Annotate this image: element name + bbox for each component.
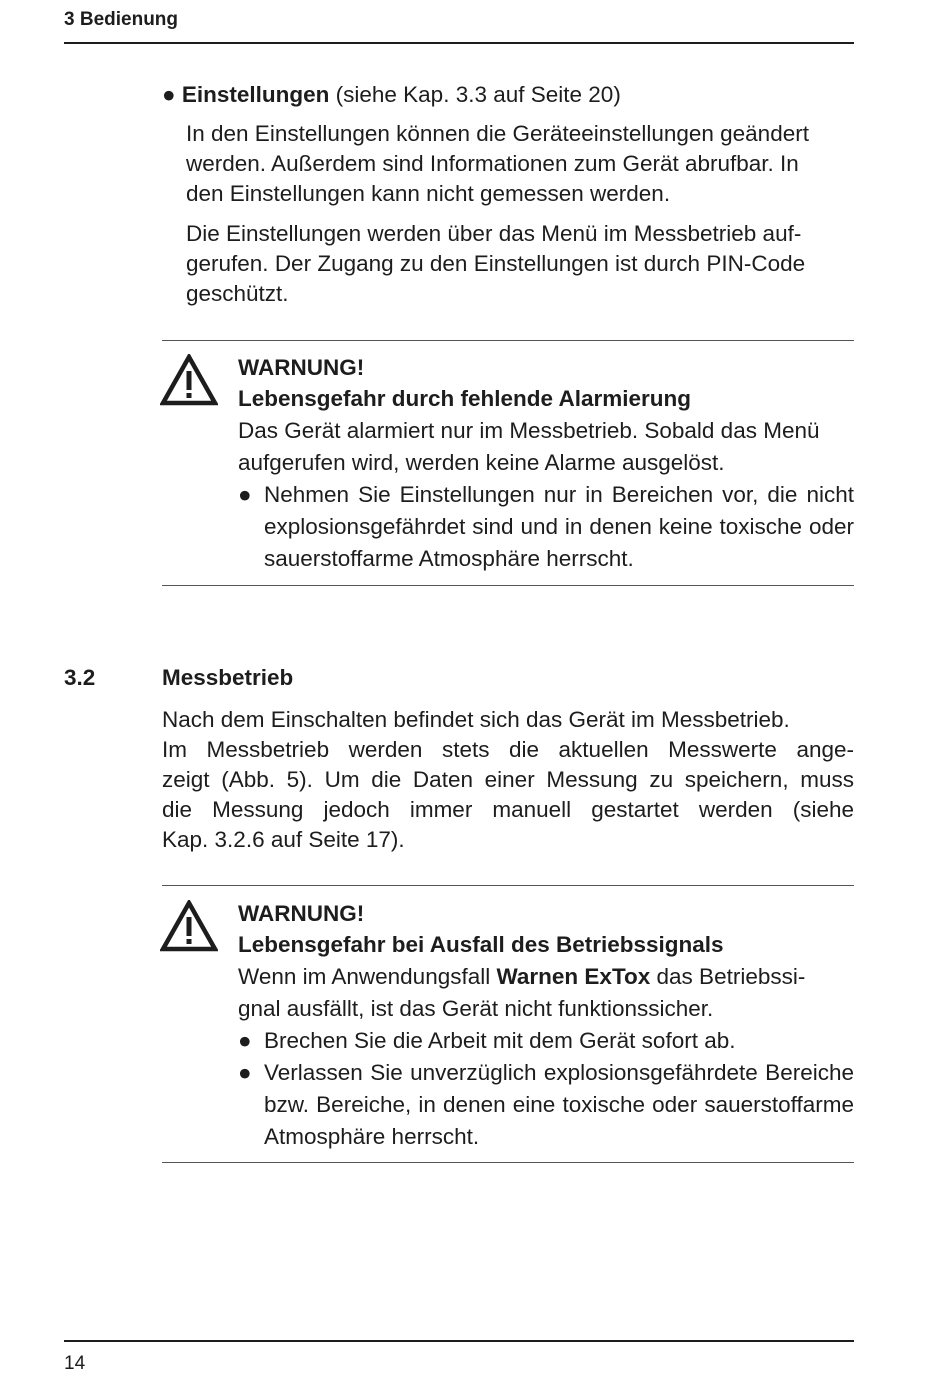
settings-paragraph-1: [186, 119, 856, 209]
text-line: Im Messbetrieb werden stets die aktuellen Messwerte ange-: [162, 737, 854, 762]
mode-name: Warnen ExTox: [496, 964, 651, 989]
settings-item-title: Einstellungen: [181, 82, 330, 107]
warning-top-rule: [162, 885, 854, 886]
text-span: Wenn im Anwendungsfall: [238, 964, 497, 989]
warning-bottom-rule: [162, 585, 854, 586]
section-number: 3.2: [64, 665, 96, 690]
warning-top-rule: [162, 340, 854, 341]
text-line: [238, 961, 854, 993]
text-line: aufgerufen wird, werden keine Alarme ausgelöst.: [238, 450, 725, 475]
text-line: gnal ausfällt, ist das Gerät nicht funktionssicher.: [238, 996, 714, 1021]
page-number: 14: [64, 1353, 86, 1374]
list-item-text: Nehmen Sie Einstellungen nur in Bereichen vor, die nicht explosionsgefährdet sind und in denen keine toxische oder sauerstoffarme Atmosphäre herrscht.: [264, 482, 854, 571]
text-line: den Einstellungen kann nicht gemessen werden.: [186, 181, 671, 206]
warning-label: WARNUNG!: [238, 355, 365, 380]
footer-rule: [64, 1340, 854, 1342]
list-item-text: Brechen Sie die Arbeit mit dem Gerät sofort ab.: [264, 1028, 736, 1053]
list-item-text: Verlassen Sie unverzüglich explosionsgefährdete Bereiche bzw. Bereiche, in denen eine toxische oder sauerstoffarme Atmosphäre herrscht.: [264, 1060, 854, 1149]
section-title: Messbetrieb: [162, 665, 294, 690]
running-head: 3 Bedienung: [64, 9, 179, 30]
warning-triangle-icon: [160, 354, 218, 411]
text-line: Die Einstellungen werden über das Menü im Messbetrieb auf-: [186, 221, 802, 246]
text-span: das Betriebssi-: [650, 964, 806, 989]
warning-label: WARNUNG!: [238, 901, 365, 926]
warning-block-1: [238, 352, 854, 575]
text-line: geschützt.: [186, 281, 289, 306]
settings-paragraph-2: [186, 219, 856, 309]
warning-title: Lebensgefahr durch fehlende Alarmierung: [238, 386, 691, 411]
warning-triangle-icon: [160, 900, 218, 957]
text-line: gerufen. Der Zugang zu den Einstellungen ist durch PIN-Code: [186, 251, 806, 276]
text-line: Kap. 3.2.6 auf Seite 17).: [162, 827, 405, 852]
text-line: Nach dem Einschalten befindet sich das Gerät im Messbetrieb.: [162, 707, 790, 732]
text-line: werden. Außerdem sind Informationen zum Gerät abrufbar. In: [186, 151, 799, 176]
text-line: zeigt (Abb. 5). Um die Daten einer Messung zu speichern, muss: [162, 767, 854, 792]
list-item: [238, 1025, 854, 1057]
warning-bottom-rule: [162, 1162, 854, 1163]
warning-title: Lebensgefahr bei Ausfall des Betriebssignals: [238, 932, 724, 957]
warning-block-2: [238, 898, 854, 1153]
text-line: die Messung jedoch immer manuell gestartet werden (siehe: [162, 797, 854, 822]
bullet-dot: ●: [238, 1028, 252, 1053]
list-item: [238, 479, 854, 575]
text-line: Das Gerät alarmiert nur im Messbetrieb. Sobald das Menü: [238, 418, 820, 443]
bullet-dot: ●: [238, 482, 252, 507]
bullet-dot: ●: [238, 1060, 252, 1085]
list-item: [238, 1057, 854, 1153]
section-body: [162, 705, 854, 855]
settings-item-ref: (siehe Kap. 3.3 auf Seite 20): [329, 82, 621, 107]
text-line: In den Einstellungen können die Geräteeinstellungen geändert: [186, 121, 809, 146]
header-rule: [64, 42, 854, 44]
settings-bullet-item: [162, 80, 621, 110]
bullet-dot: ●: [162, 82, 176, 107]
